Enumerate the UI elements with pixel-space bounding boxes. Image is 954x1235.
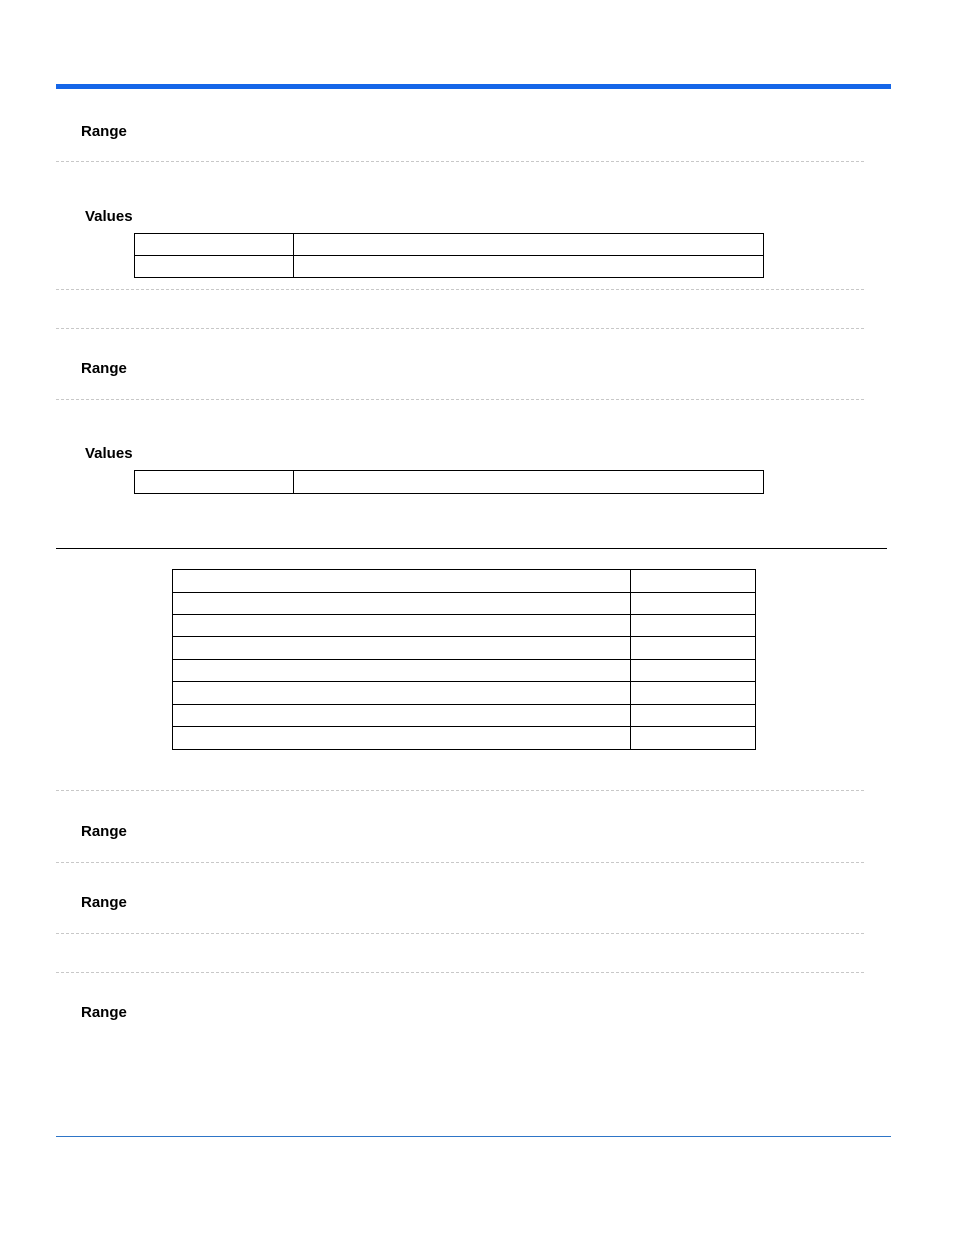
- table-cell: [173, 705, 631, 727]
- header-bar: [56, 84, 891, 89]
- table-row: [135, 256, 764, 278]
- values-table-2: [134, 470, 764, 494]
- table-row: [135, 471, 764, 494]
- range-label-4: Range: [81, 894, 127, 911]
- table-cell: [631, 705, 756, 727]
- table-row: [173, 727, 756, 750]
- section-divider: [56, 972, 864, 973]
- table-cell: [173, 682, 631, 705]
- table-row: [173, 593, 756, 615]
- table-row: [173, 637, 756, 660]
- section-divider: [56, 933, 864, 934]
- table-cell: [294, 256, 764, 278]
- table-row: [173, 682, 756, 705]
- table-row: [135, 234, 764, 256]
- table-cell: [631, 637, 756, 660]
- table-cell: [173, 570, 631, 593]
- table-cell: [135, 471, 294, 494]
- table-cell: [294, 471, 764, 494]
- table-cell: [173, 637, 631, 660]
- section-divider: [56, 790, 864, 791]
- values-label-2: Values: [85, 445, 133, 462]
- table-row: [173, 705, 756, 727]
- table-row: [173, 615, 756, 637]
- section-divider: [56, 328, 864, 329]
- table-cell: [173, 660, 631, 682]
- values-label-1: Values: [85, 208, 133, 225]
- table-cell: [631, 682, 756, 705]
- table-cell: [173, 593, 631, 615]
- range-label-3: Range: [81, 823, 127, 840]
- values-table-1: [134, 233, 764, 278]
- table-cell: [173, 615, 631, 637]
- table-cell: [135, 234, 294, 256]
- wide-table: [172, 569, 756, 750]
- table-cell: [631, 660, 756, 682]
- footer-rule: [56, 1136, 891, 1137]
- section-divider: [56, 399, 864, 400]
- range-label-5: Range: [81, 1004, 127, 1021]
- section-divider: [56, 161, 864, 162]
- table-cell: [631, 570, 756, 593]
- table-cell: [631, 593, 756, 615]
- range-label-2: Range: [81, 360, 127, 377]
- section-divider: [56, 862, 864, 863]
- section-divider: [56, 289, 864, 290]
- table-cell: [173, 727, 631, 750]
- table-cell: [631, 615, 756, 637]
- section-rule: [56, 548, 887, 549]
- table-row: [173, 660, 756, 682]
- table-cell: [294, 234, 764, 256]
- range-label-1: Range: [81, 123, 127, 140]
- table-cell: [631, 727, 756, 750]
- table-row: [173, 570, 756, 593]
- table-cell: [135, 256, 294, 278]
